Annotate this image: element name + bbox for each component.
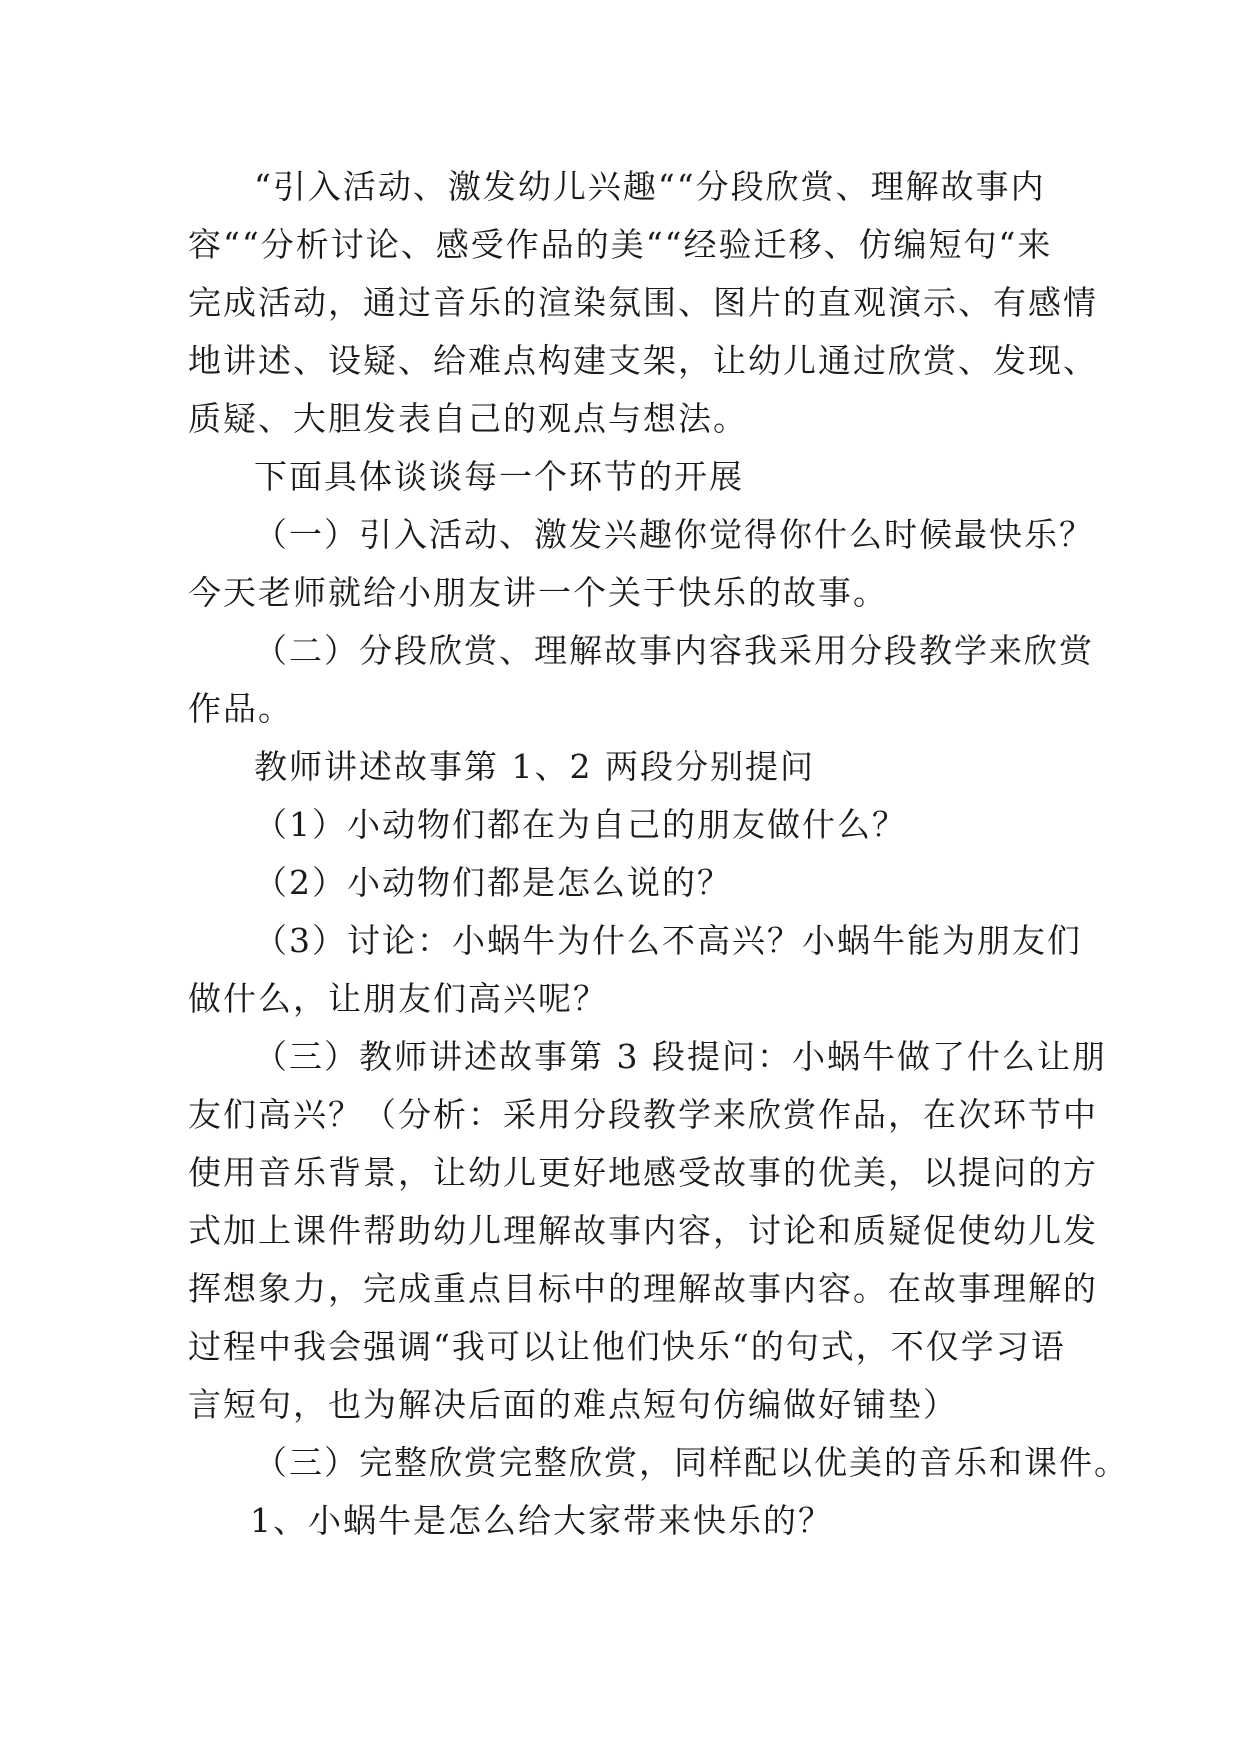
paragraph-line: 言短句，也为解决后面的难点短句仿编做好铺垫） bbox=[188, 1385, 958, 1424]
paragraph-line: 1、小蜗牛是怎么给大家带来快乐的？ bbox=[250, 1501, 833, 1540]
paragraph-line: （一）引入活动、激发兴趣你觉得你什么时候最快乐？ bbox=[254, 515, 1094, 554]
paragraph-line: （三）完整欣赏完整欣赏，同样配以优美的音乐和课件。 bbox=[254, 1443, 1129, 1482]
paragraph-line: （2）小动物们都是怎么说的？ bbox=[254, 863, 732, 902]
paragraph-line: 地讲述、设疑、给难点构建支架，让幼儿通过欣赏、发现、 bbox=[188, 341, 1098, 380]
paragraph-line: 做什么，让朋友们高兴呢？ bbox=[188, 979, 608, 1018]
paragraph-line: 挥想象力，完成重点目标中的理解故事内容。在故事理解的 bbox=[188, 1269, 1098, 1308]
paragraph-line: （三）教师讲述故事第 3 段提问：小蜗牛做了什么让朋 bbox=[254, 1037, 1107, 1076]
paragraph-line: 过程中我会强调“我可以让他们快乐“的句式，不仅学习语 bbox=[188, 1327, 1066, 1366]
paragraph-line: （3）讨论：小蜗牛为什么不高兴？小蜗牛能为朋友们 bbox=[254, 921, 1082, 960]
document-body bbox=[188, 158, 1129, 1550]
paragraph-line: 友们高兴？（分析：采用分段教学来欣赏作品，在次环节中 bbox=[188, 1095, 1098, 1134]
paragraph-line: （1）小动物们都在为自己的朋友做什么？ bbox=[254, 805, 907, 844]
paragraph-line: 容““分析讨论、感受作品的美““经验迁移、仿编短句“来 bbox=[188, 225, 1053, 264]
paragraph-line: 下面具体谈谈每一个环节的开展 bbox=[254, 457, 744, 496]
paragraph-line: 使用音乐背景，让幼儿更好地感受故事的优美，以提问的方 bbox=[188, 1153, 1098, 1192]
paragraph-line: 式加上课件帮助幼儿理解故事内容，讨论和质疑促使幼儿发 bbox=[188, 1211, 1098, 1250]
paragraph-line: 质疑、大胆发表自己的观点与想法。 bbox=[188, 399, 748, 438]
paragraph-line: 完成活动，通过音乐的渲染氛围、图片的直观演示、有感情 bbox=[188, 283, 1098, 322]
paragraph-line: “引入活动、激发幼儿兴趣““分段欣赏、理解故事内 bbox=[254, 167, 1046, 206]
paragraph-line: 教师讲述故事第 1、2 两段分别提问 bbox=[254, 747, 815, 786]
paragraph-line: （二）分段欣赏、理解故事内容我采用分段教学来欣赏 bbox=[254, 631, 1094, 670]
paragraph-line: 作品。 bbox=[188, 689, 293, 728]
paragraph-line: 今天老师就给小朋友讲一个关于快乐的故事。 bbox=[188, 573, 888, 612]
